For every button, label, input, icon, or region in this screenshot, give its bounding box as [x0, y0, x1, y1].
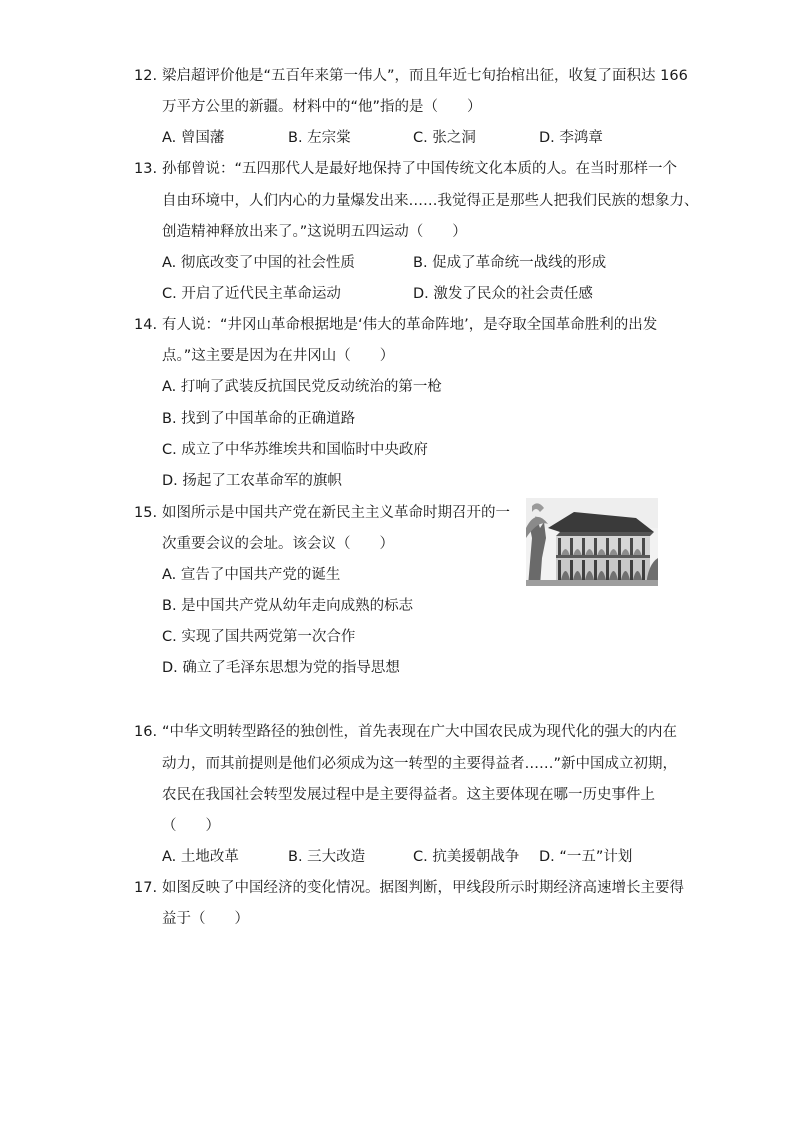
- question-stem-line: 万平方公里的新疆。材料中的“他”指的是（ ）: [162, 99, 482, 115]
- question-stem-line: 有人说：“井冈山革命根据地是‘伟大的革命阵地’，是夺取全国革命胜利的出发: [162, 317, 658, 333]
- question-number: 14.: [134, 317, 158, 333]
- question-stem-line: （ ）: [162, 818, 220, 834]
- option-b[interactable]: B. 左宗棠: [288, 130, 351, 146]
- question-stem-line: “中华文明转型路径的独创性，首先表现在广大中国农民成为现代化的强大的内在: [162, 724, 678, 740]
- option-a[interactable]: A. 打响了武装反抗国民党反动统治的第一枪: [162, 379, 442, 395]
- question-stem-line: 农民在我国社会转型发展过程中是主要得益者。这主要体现在哪一历史事件上: [162, 787, 655, 803]
- option-c[interactable]: C. 抗美援朝战争: [413, 849, 520, 865]
- question-stem-line: 动力，而其前提则是他们必须成为这一转型的主要得益者……”新中国成立初期，: [162, 756, 678, 772]
- question-number: 12.: [134, 68, 158, 84]
- question-number: 16.: [134, 724, 158, 740]
- question-stem-line: 自由环境中，人们内心的力量爆发出来……我觉得正是那些人把我们民族的想象力、: [162, 193, 699, 209]
- option-c[interactable]: C. 开启了近代民主革命运动: [162, 286, 341, 302]
- question-stem-line: 点。”这主要是因为在井冈山（ ）: [162, 348, 395, 364]
- option-d[interactable]: D. 李鸿章: [539, 130, 603, 146]
- option-d[interactable]: D. 扬起了工农革命军的旗帜: [162, 473, 342, 489]
- option-a[interactable]: A. 土地改革: [162, 849, 239, 865]
- question-stem-line: 孙郁曾说：“五四那代人是最好地保持了中国传统文化本质的人。在当时那样一个: [162, 161, 678, 177]
- option-a[interactable]: A. 宣告了中国共产党的诞生: [162, 567, 341, 583]
- question-stem-line: 梁启超评价他是“五百年来第一伟人”，而且年近七旬抬棺出征，收复了面积达 166: [162, 68, 688, 84]
- option-b[interactable]: B. 是中国共产党从幼年走向成熟的标志: [162, 598, 414, 614]
- option-c[interactable]: C. 实现了国共两党第一次合作: [162, 629, 356, 645]
- option-b[interactable]: B. 促成了革命统一战线的形成: [413, 255, 607, 271]
- question-stem-line: 创造精神释放出来了。”这说明五四运动（ ）: [162, 224, 467, 240]
- meeting-site-photo: [526, 498, 658, 586]
- question-stem-line: 次重要会议的会址。该会议（ ）: [162, 536, 394, 552]
- option-b[interactable]: B. 三大改造: [288, 849, 366, 865]
- option-c[interactable]: C. 成立了中华苏维埃共和国临时中央政府: [162, 442, 428, 458]
- question-stem-line: 如图反映了中国经济的变化情况。据图判断，甲线段所示时期经济高速增长主要得: [162, 880, 684, 896]
- option-d[interactable]: D. “一五”计划: [539, 849, 633, 865]
- question-stem-line: 益于（ ）: [162, 911, 249, 927]
- question-number: 17.: [134, 880, 158, 896]
- option-d[interactable]: D. 激发了民众的社会责任感: [413, 286, 593, 302]
- option-c[interactable]: C. 张之洞: [413, 130, 476, 146]
- question-number: 13.: [134, 161, 158, 177]
- question-number: 15.: [134, 505, 158, 521]
- option-b[interactable]: B. 找到了中国革命的正确道路: [162, 411, 356, 427]
- option-a[interactable]: A. 曾国藩: [162, 130, 225, 146]
- option-d[interactable]: D. 确立了毛泽东思想为党的指导思想: [162, 660, 400, 676]
- question-stem-line: 如图所示是中国共产党在新民主主义革命时期召开的一: [162, 505, 510, 521]
- option-a[interactable]: A. 彻底改变了中国的社会性质: [162, 255, 355, 271]
